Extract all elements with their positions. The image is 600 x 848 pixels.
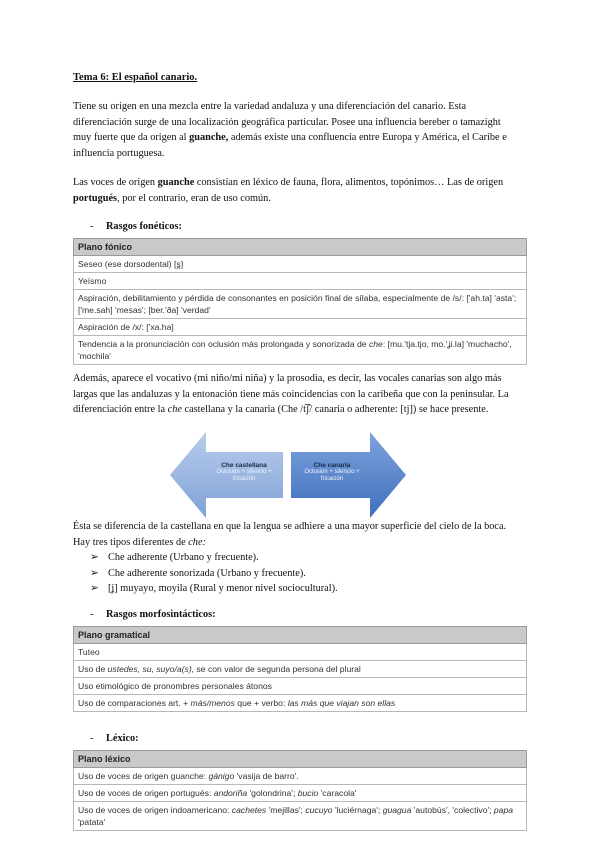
- table-header: Plano fónico: [74, 239, 527, 256]
- text-run: Ésta se diferencia de la castellana en que la lengua se adhiere a una mayor superficie del cielo de la boca. Hay tres tipos diferentes de: [73, 521, 507, 548]
- page-title: Tema 6: El español canario.: [73, 72, 198, 83]
- list-item: [90, 566, 338, 582]
- text-run: Además, aparece el vocativo (mi niño/mi niña) y la prosodia, es decir, las vocales canarias son algo más largas que las andaluzas y la entonación tiene más coincidencias con la caribeña que con la peninsular. La diferenciación entre la: [73, 373, 509, 415]
- italic-term: ustedes, su, suyo/a(s),: [107, 664, 195, 674]
- text-run: Uso de: [78, 664, 108, 674]
- right-arrow-subtitle: Oclusión + silencio + fricación: [304, 469, 360, 482]
- italic-term: che: [167, 404, 182, 415]
- left-arrow-title: Che castellana: [221, 462, 267, 469]
- text-run: Uso de voces de origen portugués:: [78, 788, 214, 798]
- table-row: Aspiración, debilitamiento y pérdida de consonantes en posición final de sílaba, especialmente de /s/: ['ah.ta] 'asta'; ['me.sah] 'mesas'; [ber.'ða] 'verdad': [74, 290, 527, 319]
- text-run: , por el contrario, eran de uso común.: [117, 192, 271, 204]
- italic-term: cachetes: [231, 805, 267, 815]
- text-run: 'mejillas';: [266, 805, 306, 815]
- list-dash: -: [90, 733, 94, 744]
- paragraph-tipos-che: [73, 519, 525, 550]
- text-run: 'golondrina';: [247, 788, 298, 798]
- bold-term-portugues: portugués: [73, 192, 118, 204]
- paragraph-che: [73, 371, 525, 418]
- table-row: Seseo (ese dorsodental) [s̪]: [74, 256, 527, 273]
- table-plano-lexico: [73, 750, 527, 831]
- italic-term: gánigo: [208, 771, 235, 781]
- section-heading-lexico: [90, 733, 139, 744]
- text-run: 'caracola': [318, 788, 357, 798]
- italic-term: guagua: [382, 805, 412, 815]
- italic-term: che: [368, 339, 383, 349]
- section-label: Rasgos morfosintácticos:: [106, 609, 216, 620]
- italic-term: bucio: [297, 788, 319, 798]
- right-arrow-title: Che canaria: [313, 462, 351, 469]
- table-row: Yeísmo: [74, 273, 527, 290]
- text-run: : [mu.'tja.tjo, mo.'ʝi.la] 'muchacho', 'mochila': [78, 339, 512, 361]
- bold-term-guanche: guanche,: [189, 132, 229, 143]
- italic-term: andoriña: [213, 788, 248, 798]
- che-types-list: [90, 550, 338, 597]
- italic-term: che:: [188, 536, 206, 548]
- text-run: 'autobús', 'colectivo';: [411, 805, 494, 815]
- bold-term-guanche: guanche: [157, 177, 195, 188]
- text-run: que + verbo:: [234, 698, 288, 708]
- section-heading-morfosintacticos: [90, 609, 216, 620]
- list-item: [90, 550, 338, 566]
- text-run: Uso de comparaciones art. +: [78, 698, 191, 708]
- table-plano-fonico: [73, 238, 527, 365]
- left-arrow-subtitle: Oclusión + silencio + fricación: [216, 469, 272, 482]
- text-run: Tiene su origen en una mezcla entre la variedad andaluza y una diferenciación del canario. Esta diferenciación surge de una localización geográfica particular. Posee una influencia bereber o tamazight muy fuerte que da origen al: [73, 101, 501, 143]
- right-arrow-label: [294, 462, 370, 483]
- text-run: Uso de voces de origen guanche:: [78, 771, 209, 781]
- arrow-bullet-icon: ➢: [90, 567, 99, 579]
- text-run: además existe una confluencia entre Europa y América, el Caribe e influencia portuguesa.: [73, 132, 507, 159]
- table-row: [74, 336, 527, 365]
- intro-paragraph-2: [73, 175, 520, 206]
- italic-term: las más que viajan son ellas: [287, 698, 396, 708]
- list-dash: -: [90, 221, 94, 232]
- intro-paragraph-1: [73, 99, 520, 161]
- section-heading-foneticos: [90, 221, 182, 232]
- list-item-text: Che adherente (Urbano y frecuente).: [108, 552, 259, 563]
- text-run: 'patata': [78, 817, 106, 827]
- text-run: se con valor de segunda persona del plural: [194, 664, 361, 674]
- italic-term: más/menos: [190, 698, 235, 708]
- list-item: [90, 581, 338, 597]
- text-run: Las voces de origen: [73, 177, 158, 188]
- list-item-text: [ʝ] muyayo, moyila (Rural y menor nivel sociocultural).: [108, 583, 338, 594]
- table-row: Aspiración de /x/: ['xa.ha]: [74, 319, 527, 336]
- table-row: [74, 695, 527, 712]
- italic-term: papa: [493, 805, 514, 815]
- text-run: 'vasija de barro'.: [234, 771, 299, 781]
- che-comparison-diagram: [170, 432, 406, 518]
- arrow-bullet-icon: ➢: [90, 552, 99, 563]
- table-row: Uso etimológico de pronombres personales átonos: [74, 678, 527, 695]
- text-run: Uso de voces de origen indoamericano:: [78, 805, 232, 815]
- list-item-text: Che adherente sonorizada (Urbano y frecuente).: [108, 567, 306, 579]
- left-arrow-label: [206, 462, 282, 483]
- italic-term: cucuyo: [305, 805, 333, 815]
- list-dash: -: [90, 609, 94, 620]
- table-row: [74, 661, 527, 678]
- text-run: consistían en léxico de fauna, flora, alimentos, topónimos… Las de origen: [194, 177, 504, 188]
- table-header: Plano gramatical: [74, 627, 527, 644]
- table-row: Tuteo: [74, 644, 527, 661]
- table-row: [74, 768, 527, 785]
- table-plano-gramatical: [73, 626, 527, 712]
- text-run: castellana y la canaria (Che /t͡ʃ/ canaria o adherente: [tj]) se hace presente.: [181, 404, 489, 415]
- text-run: Tendencia a la pronunciación con oclusión más prolongada y sonorizada de: [78, 339, 369, 349]
- section-label: Rasgos fonéticos:: [106, 221, 182, 232]
- table-header: Plano léxico: [74, 751, 527, 768]
- table-row: [74, 785, 527, 802]
- arrow-bullet-icon: ➢: [90, 583, 99, 594]
- table-row: [74, 802, 527, 831]
- text-run: 'luciérnaga';: [332, 805, 383, 815]
- section-label: Léxico:: [106, 733, 139, 744]
